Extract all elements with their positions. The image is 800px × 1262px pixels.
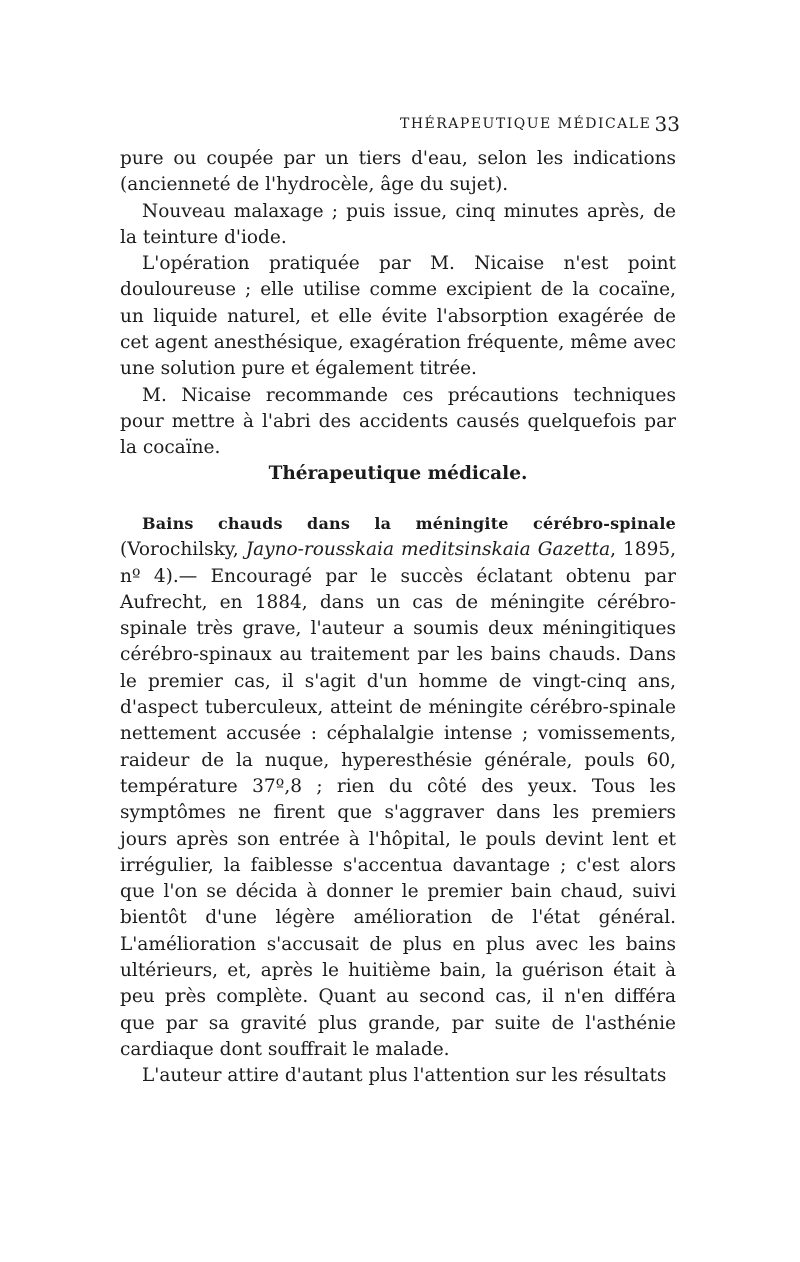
closing-paragraph: L'auteur attire d'autant plus l'attention sur les résultats: [142, 1065, 667, 1087]
article-title: Bains chauds dans la méningite cérébro-spinale: [142, 514, 676, 533]
paragraph: Nouveau malaxage ; puis issue, cinq minutes après, de la teinture d'iode.: [120, 200, 676, 248]
section-heading: Thérapeutique médicale.: [268, 463, 528, 484]
paragraph: M. Nicaise recommande ces précautions techniques pour mettre à l'abri des accidents causés quelquefois par la cocaïne.: [120, 384, 676, 459]
article-body: Encouragé par le succès éclatant obtenu par Aufrecht, en 1884, dans un cas de méningite cérébro-spinale très grave, l'auteur a soumis deux méningitiques cérébro-spinaux au traitement par les bains chauds. Dans le premier cas, il s'agit d'un homme de vingt-cinq ans, d'aspect tuberculeux, atteint de méningite cérébro-spinale nettement accusée : céphalalgie intense ; vomissements, raideur de la nuque, hyperesthésie générale, pouls 60, température 37º,8 ; rien du côté des yeux. Tous les symptômes ne firent que s'aggraver dans les premiers jours après son entrée à l'hôpital, le pouls devint lent et irrégulier, la faiblesse s'accentua davantage ; c'est alors que l'on se décida à donner le premier bain chaud, suivi bientôt d'une légère amélioration de l'état général. L'amélioration s'accusait de plus en plus avec les bains ultérieurs, et, après le huitième bain, la guérison était à peu près complète. Quant au second cas, il n'en différa que par sa gravité plus grande, par suite de l'asthénie cardiaque dont souffrait le malade.: [120, 565, 676, 1060]
paragraph: pure ou coupée par un tiers d'eau, selon les indications (ancienneté de l'hydrocèle, âge du sujet).: [120, 148, 676, 196]
paragraph: L'opération pratiquée par M. Nicaise n'est point douloureuse ; elle utilise comme excipient de la cocaïne, un liquide naturel, et elle évite l'absorption exagérée de cet agent anesthésique, exagération fréquente, même avec une solution pure et également titrée.: [120, 253, 676, 380]
running-head: [120, 112, 680, 140]
page-number: 33: [654, 112, 680, 136]
citation-open: (Vorochilsky,: [120, 539, 246, 561]
article-paragraph: [120, 511, 676, 1063]
running-title: THÉRAPEUTIQUE MÉDICALE: [400, 116, 652, 132]
citation-close: , 1895, nº 4).—: [120, 539, 676, 587]
journal-name: Jayno-rousskaia meditsinskaia Gazetta: [245, 539, 611, 561]
top-text-block: [120, 146, 676, 462]
article-block: [120, 511, 676, 1090]
